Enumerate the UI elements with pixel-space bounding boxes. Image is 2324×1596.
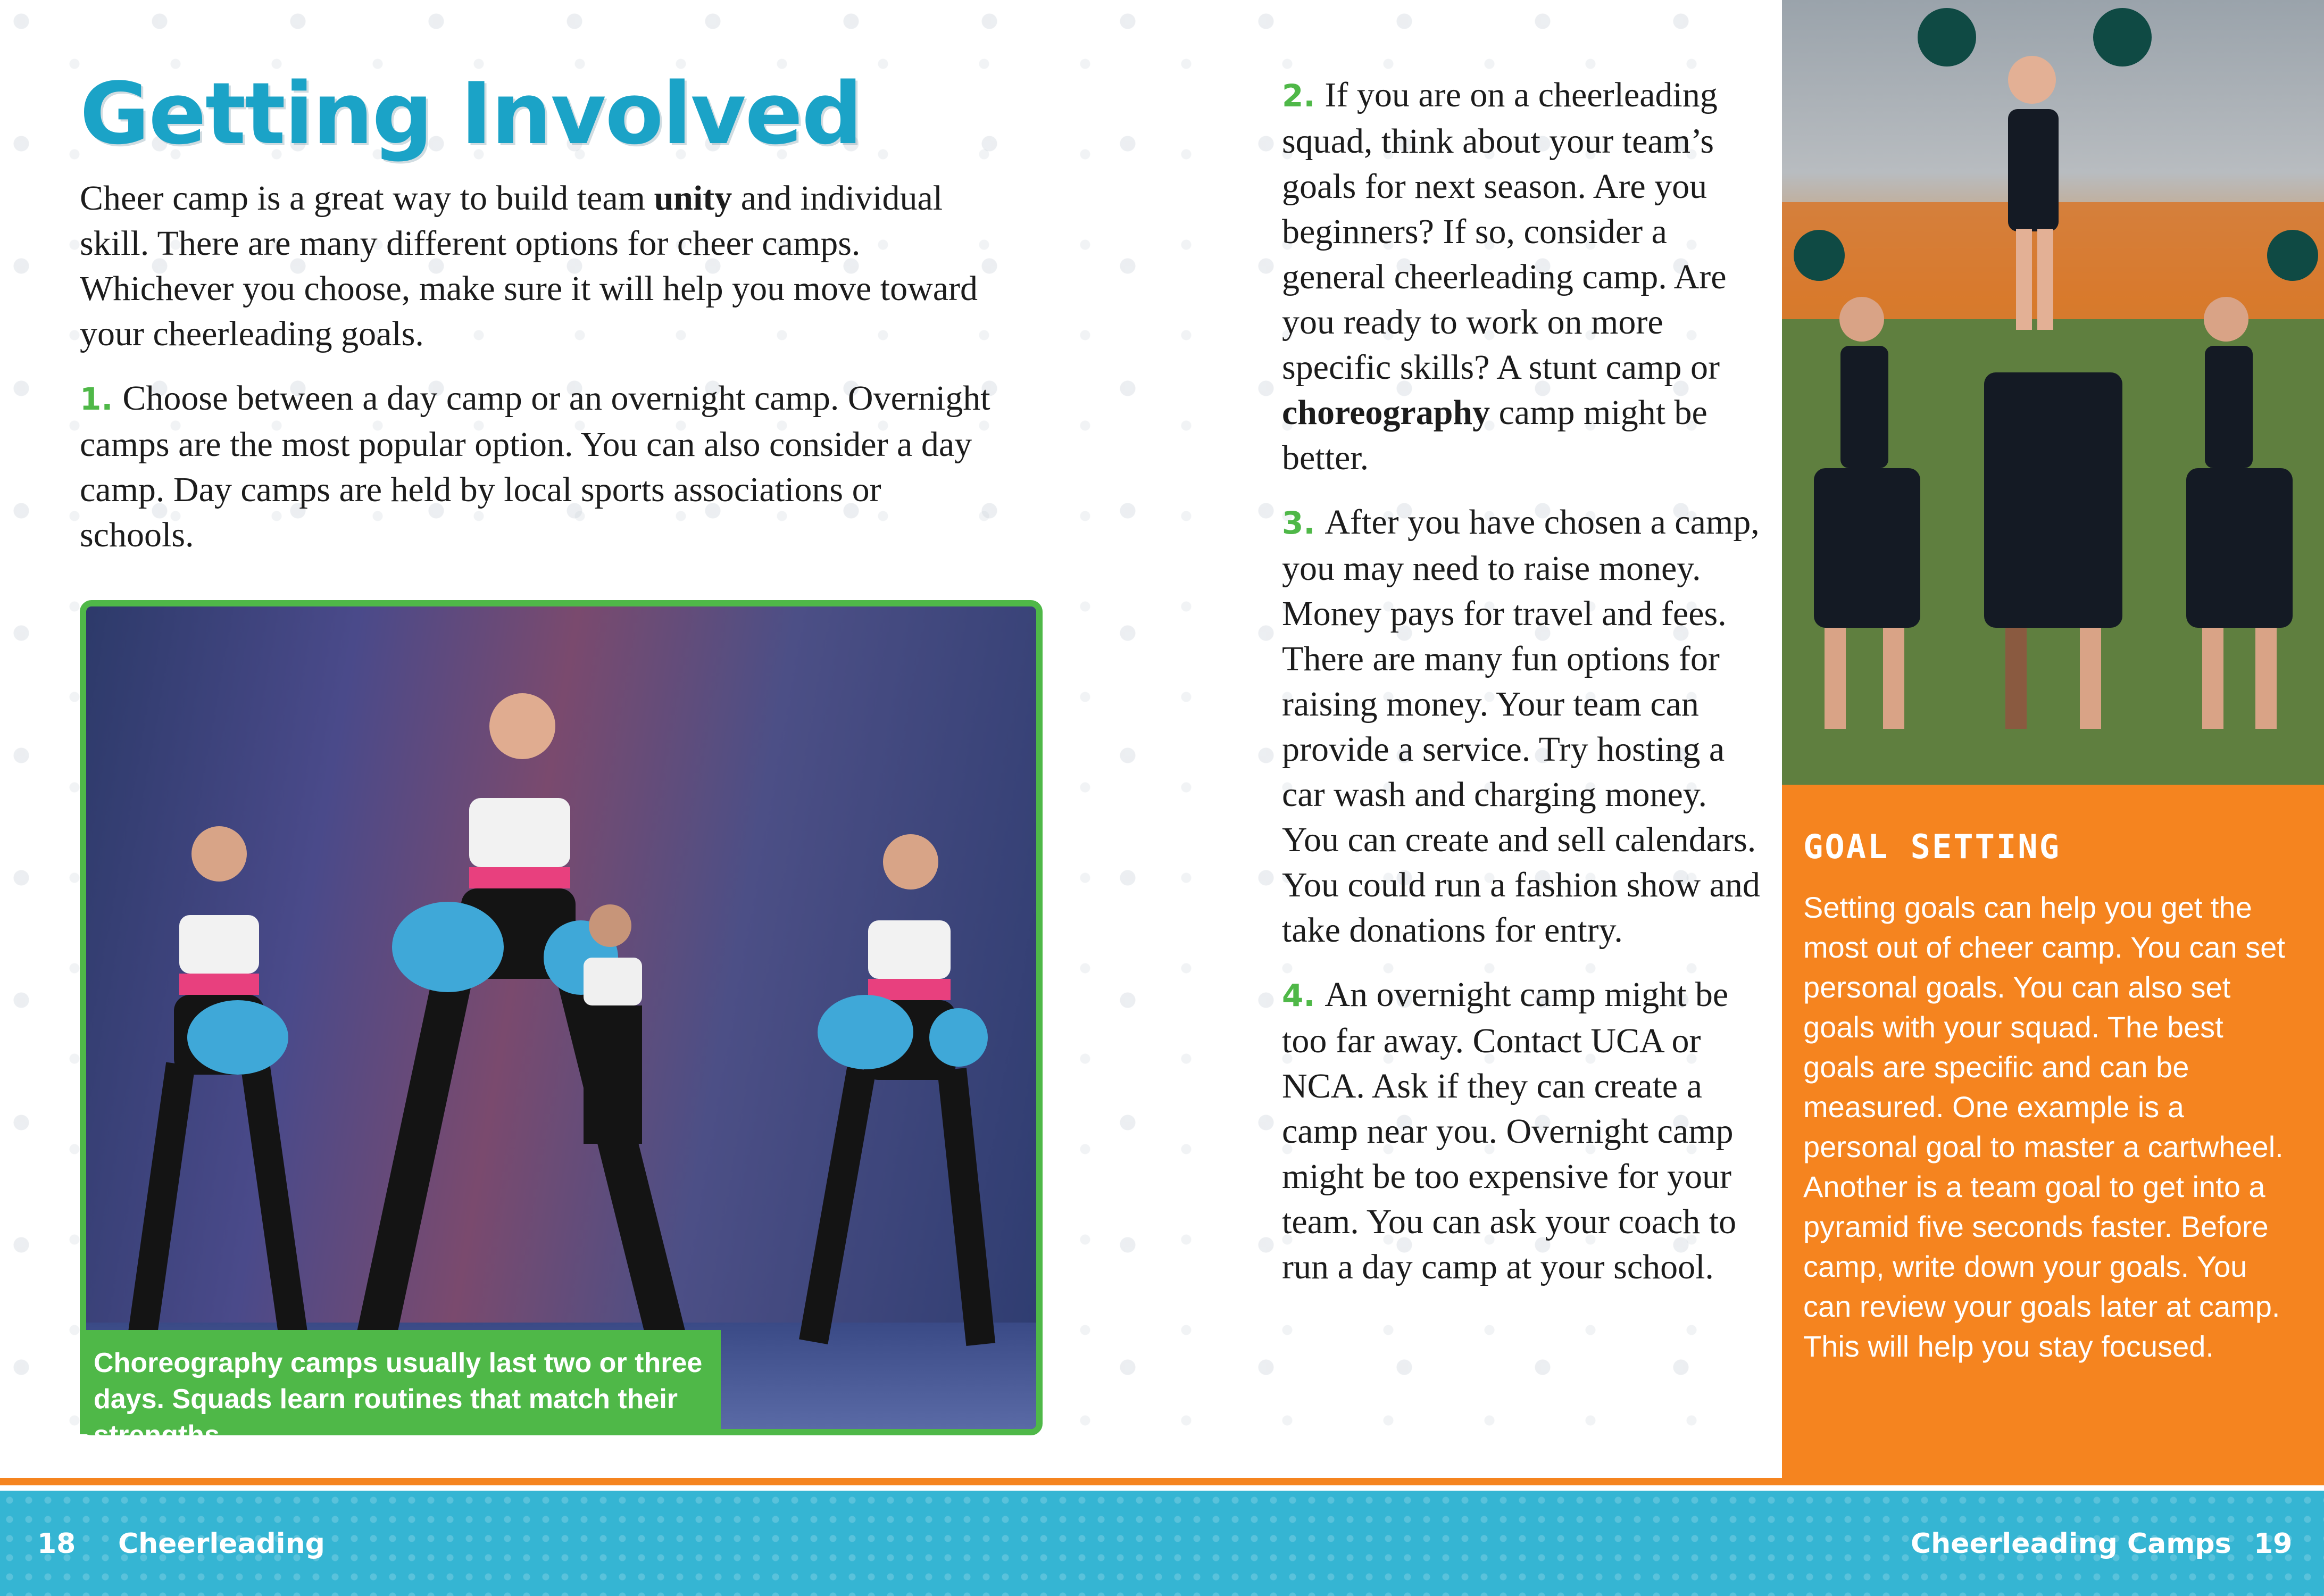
left-body-text [80, 176, 995, 577]
step-3-paragraph: 3. After you have chosen a camp, you may need to raise money. Money pays for travel and fees. There are many fun options for raising money. Your team can provide a service. Try hosting a car wash and charging money. You can create and sell calendars. You could run a fashion show and take donations for entry. [1282, 503, 1760, 950]
intro-paragraph: Cheer camp is a great way to build team unity and individual skill. There are many different options for cheer camps. Whichever you choose, make sure it will help you move toward your cheerleading goals. [80, 179, 978, 353]
left-page-number: 18 [37, 1528, 76, 1560]
footer-orange-stripe [0, 1478, 2324, 1485]
step-2-number: 2. [1282, 78, 1315, 114]
term-unity: unity [654, 179, 732, 218]
step-2-paragraph: 2. If you are on a cheerleading squad, think about your team’s goals for next season. Are you beginners? If so, consider a general cheerleading camp. Are you ready to work on more specific skills? A stunt camp or choreography camp might be better. [1282, 76, 1727, 477]
right-body-text [1282, 72, 1761, 1309]
cheer-pyramid-photo [1782, 0, 2324, 785]
dancers-photo [80, 600, 1043, 1435]
right-running-head: Cheerleading Camps [1911, 1528, 2231, 1560]
step-3-number: 3. [1282, 505, 1315, 541]
right-page-number: 19 [2254, 1528, 2293, 1560]
dancer-right [799, 834, 995, 1346]
term-choreography: choreography [1282, 393, 1490, 432]
step-4-number: 4. [1282, 977, 1315, 1013]
sidebar-body: Setting goals can help you get the most out of cheer camp. You can set personal goals. You can also set goals with your squad. The best goals are specific and can be measured. One example is a personal goal to master a cartwheel. Another is a team goal to get into a pyramid five seconds faster. Before camp, write down your goals. You can review your goals later at camp. This will help you stay focused. [1803, 891, 2285, 1363]
photo-caption: Choreography camps usually last two or three days. Squads learn routines that match their strengths. [80, 1330, 721, 1434]
footer-bar [0, 1491, 2324, 1596]
left-running-head: Cheerleading [118, 1528, 325, 1560]
footer-divider [0, 1485, 2324, 1491]
dancer-left [128, 826, 308, 1340]
step-4-paragraph: 4. An overnight camp might be too far away. Contact UCA or NCA. Ask if they can create a camp near you. Overnight camp might be too expensive for your team. You can ask your coach to run a day camp at your school. [1282, 975, 1737, 1286]
page-title: Getting Involved [80, 64, 862, 163]
dancers-illustration [86, 606, 1036, 1429]
pyramid-illustration [1782, 0, 2324, 785]
sidebar-title: GOAL SETTING [1803, 827, 2061, 866]
step-1-number: 1. [80, 381, 113, 417]
goal-setting-sidebar [1782, 785, 2324, 1478]
step-1-paragraph: 1. Choose between a day camp or an overnight camp. Overnight camps are the most popular option. You can also consider a day camp. Day camps are held by local sports associations or schools. [80, 379, 990, 554]
